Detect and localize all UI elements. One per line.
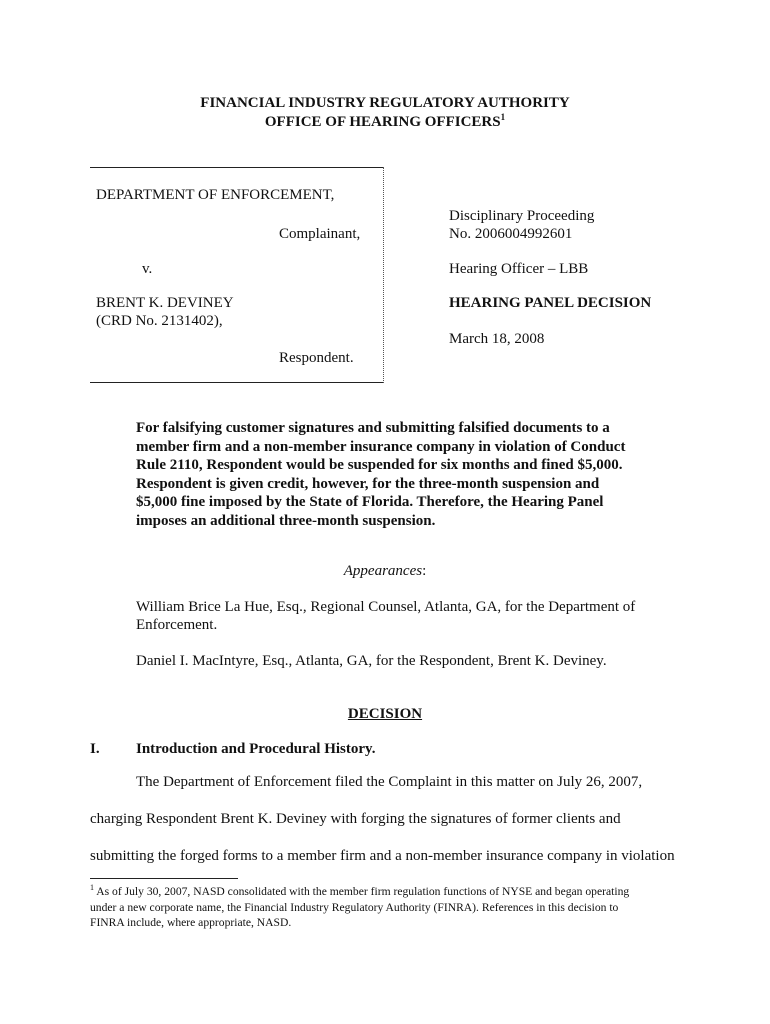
decision-type-title: HEARING PANEL DECISION <box>449 295 652 311</box>
summary-line: imposes an additional three-month suspension. <box>136 512 436 529</box>
summary-line: Rule 2110, Respondent would be suspended for six months and fined $5,000. <box>136 457 623 474</box>
footnote-line: under a new corporate name, the Financial Industry Regulatory Authority (FINRA). References in this decision to <box>90 900 619 914</box>
caption-top-rule <box>90 167 383 168</box>
decision-heading <box>0 705 770 724</box>
versus: v. <box>142 261 153 277</box>
footnote-line-text: As of July 30, 2007, NASD consolidated with the member firm regulation functions of NYSE and began operating <box>96 885 630 898</box>
appearances-heading <box>0 562 770 581</box>
appearances-heading-text: Appearances <box>343 563 423 579</box>
footnote-reference[interactable]: 1 <box>500 112 506 122</box>
decision-date: March 18, 2008 <box>449 331 545 347</box>
footnote-line <box>90 884 690 900</box>
body-line: The Department of Enforcement filed the Complaint in this matter on July 26, 2007, <box>136 774 643 790</box>
respondent-name: BRENT K. DEVINEY <box>96 295 234 311</box>
proceeding-number: No. 2006004992601 <box>449 226 573 242</box>
body-line: submitting the forged forms to a member firm and a non-member insurance company in violation <box>90 848 675 864</box>
summary-line: For falsifying customer signatures and submitting falsified documents to a <box>136 420 610 436</box>
summary-line: $5,000 fine imposed by the State of Florida. Therefore, the Hearing Panel <box>136 494 604 511</box>
complainant-role: Complainant, <box>279 226 361 242</box>
summary-line: member firm and a non-member insurance company in violation of Conduct <box>136 438 626 455</box>
footnote-line: FINRA include, where appropriate, NASD. <box>90 916 292 929</box>
section-number: I. <box>90 741 100 757</box>
appearances-heading-colon: : <box>422 563 427 579</box>
header-line1: FINANCIAL INDUSTRY REGULATORY AUTHORITY <box>200 95 570 111</box>
respondent-role: Respondent. <box>279 350 354 366</box>
respondent-crd: (CRD No. 2131402), <box>96 313 223 329</box>
appearance-enforcement-line1: William Brice La Hue, Esq., Regional Counsel, Atlanta, GA, for the Department of <box>136 599 636 615</box>
footnote-mark: 1 <box>90 883 94 893</box>
caption-divider <box>383 167 384 383</box>
footnote <box>90 884 690 931</box>
caption-bottom-rule <box>90 382 383 383</box>
appearance-respondent: Daniel I. MacIntyre, Esq., Atlanta, GA, for the Respondent, Brent K. Deviney. <box>136 653 607 669</box>
header-authority <box>0 94 770 113</box>
body-line: charging Respondent Brent K. Deviney with forging the signatures of former clients and <box>90 811 621 827</box>
header-line2: OFFICE OF HEARING OFFICERS <box>264 114 501 130</box>
decision-heading-text: DECISION <box>347 706 423 722</box>
header-office <box>0 113 770 132</box>
section-title: Introduction and Procedural History. <box>136 741 376 757</box>
summary-line: Respondent is given credit, however, for the three-month suspension and <box>136 475 600 492</box>
proceeding-label: Disciplinary Proceeding <box>449 208 595 224</box>
appearance-enforcement-line2: Enforcement. <box>136 617 218 633</box>
summary-paragraph <box>136 419 636 531</box>
footnote-rule <box>90 878 238 879</box>
complainant-name: DEPARTMENT OF ENFORCEMENT, <box>96 187 335 203</box>
hearing-officer: Hearing Officer – LBB <box>449 261 589 277</box>
